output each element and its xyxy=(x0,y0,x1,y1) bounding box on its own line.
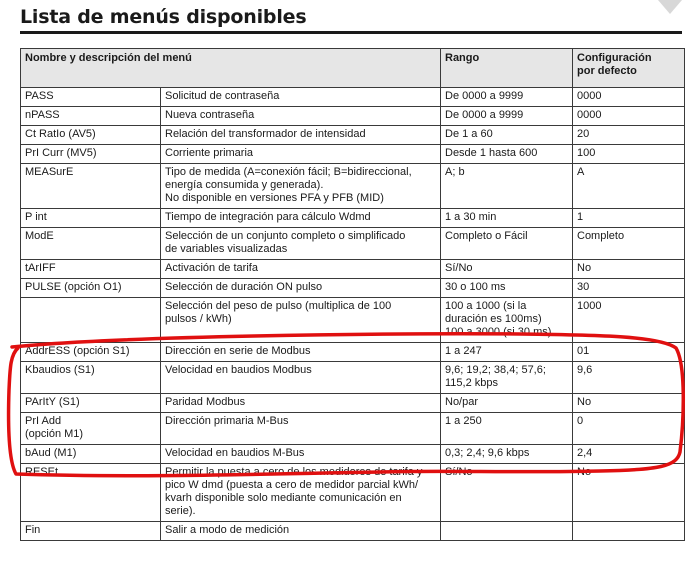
header-range: Rango xyxy=(441,49,573,88)
menu-name-cell: PrI Add (opción M1) xyxy=(21,413,161,445)
menu-name-cell: PULSE (opción O1) xyxy=(21,279,161,298)
range-cell: Completo o Fácil xyxy=(441,228,573,260)
menu-name-cell: nPASS xyxy=(21,107,161,126)
menu-name-cell: PrI Curr (MV5) xyxy=(21,145,161,164)
header-default: Configuración por defecto xyxy=(573,49,685,88)
menu-desc-cell: Solicitud de contraseña xyxy=(161,88,441,107)
range-cell: De 0000 a 9999 xyxy=(441,88,573,107)
range-cell: 0,3; 2,4; 9,6 kbps xyxy=(441,445,573,464)
default-cell xyxy=(573,522,685,541)
menu-desc-cell: Permitir la puesta a cero de los medidores de tarifa y pico W dmd (puesta a cero de medidor parcial kWh/ kvarh disponible solo mediante comunicación en serie). xyxy=(161,464,441,522)
table-row xyxy=(21,298,685,343)
range-cell: 30 o 100 ms xyxy=(441,279,573,298)
menu-name-cell: tArIFF xyxy=(21,260,161,279)
header-menu: Nombre y descripción del menú xyxy=(21,49,441,88)
range-cell: 1 a 250 xyxy=(441,413,573,445)
default-cell: 9,6 xyxy=(573,362,685,394)
menu-name-cell: MEASurE xyxy=(21,164,161,209)
title-underline xyxy=(20,31,682,34)
default-cell: 100 xyxy=(573,145,685,164)
menu-desc-cell: Tipo de medida (A=conexión fácil; B=bidireccional, energía consumida y generada). No disponible en versiones PFA y PFB (MID) xyxy=(161,164,441,209)
table-row xyxy=(21,343,685,362)
menu-name-cell: PASS xyxy=(21,88,161,107)
range-cell: 100 a 1000 (si la duración es 100ms) 100 a 3000 (si 30 ms) xyxy=(441,298,573,343)
table-row xyxy=(21,260,685,279)
table-row xyxy=(21,413,685,445)
default-cell: No xyxy=(573,464,685,522)
menu-table xyxy=(20,48,685,541)
table-row xyxy=(21,209,685,228)
default-cell: 20 xyxy=(573,126,685,145)
table-row xyxy=(21,445,685,464)
table-row xyxy=(21,279,685,298)
menu-desc-cell: Dirección primaria M-Bus xyxy=(161,413,441,445)
range-cell: De 0000 a 9999 xyxy=(441,107,573,126)
menu-name-cell: bAud (M1) xyxy=(21,445,161,464)
range-cell xyxy=(441,522,573,541)
table-row xyxy=(21,107,685,126)
default-cell: 30 xyxy=(573,279,685,298)
default-cell: 1000 xyxy=(573,298,685,343)
menu-name-cell: PArItY (S1) xyxy=(21,394,161,413)
menu-desc-cell: Corriente primaria xyxy=(161,145,441,164)
table-row xyxy=(21,464,685,522)
menu-name-cell: P int xyxy=(21,209,161,228)
menu-desc-cell: Paridad Modbus xyxy=(161,394,441,413)
menu-desc-cell: Velocidad en baudios Modbus xyxy=(161,362,441,394)
menu-desc-cell: Activación de tarifa xyxy=(161,260,441,279)
default-cell: 0 xyxy=(573,413,685,445)
table-row xyxy=(21,228,685,260)
page-corner-marker xyxy=(658,0,682,14)
menu-desc-cell: Selección del peso de pulso (multiplica de 100 pulsos / kWh) xyxy=(161,298,441,343)
range-cell: De 1 a 60 xyxy=(441,126,573,145)
menu-desc-cell: Velocidad en baudios M-Bus xyxy=(161,445,441,464)
table-row xyxy=(21,394,685,413)
menu-desc-cell: Salir a modo de medición xyxy=(161,522,441,541)
menu-name-cell: Ct RatIo (AV5) xyxy=(21,126,161,145)
default-cell: 2,4 xyxy=(573,445,685,464)
range-cell: Sí/No xyxy=(441,464,573,522)
range-cell: 1 a 30 min xyxy=(441,209,573,228)
table-row xyxy=(21,145,685,164)
default-cell: No xyxy=(573,260,685,279)
range-cell: 9,6; 19,2; 38,4; 57,6; 115,2 kbps xyxy=(441,362,573,394)
menu-desc-cell: Tiempo de integración para cálculo Wdmd xyxy=(161,209,441,228)
menu-desc-cell: Selección de un conjunto completo o simplificado de variables visualizadas xyxy=(161,228,441,260)
menu-desc-cell: Relación del transformador de intensidad xyxy=(161,126,441,145)
table-row xyxy=(21,522,685,541)
menu-name-cell: AddrESS (opción S1) xyxy=(21,343,161,362)
table-row xyxy=(21,126,685,145)
default-cell: 1 xyxy=(573,209,685,228)
range-cell: 1 a 247 xyxy=(441,343,573,362)
default-cell: 0000 xyxy=(573,107,685,126)
menu-name-cell: Kbaudios (S1) xyxy=(21,362,161,394)
table-header-row xyxy=(21,49,685,88)
menu-name-cell xyxy=(21,298,161,343)
page-title: Lista de menús disponibles xyxy=(20,6,307,28)
menu-desc-cell: Selección de duración ON pulso xyxy=(161,279,441,298)
table-row xyxy=(21,88,685,107)
range-cell: Sí/No xyxy=(441,260,573,279)
default-cell: 01 xyxy=(573,343,685,362)
range-cell: No/par xyxy=(441,394,573,413)
table-row xyxy=(21,164,685,209)
default-cell: 0000 xyxy=(573,88,685,107)
menu-name-cell: ModE xyxy=(21,228,161,260)
menu-desc-cell: Dirección en serie de Modbus xyxy=(161,343,441,362)
menu-name-cell: Fin xyxy=(21,522,161,541)
default-cell: A xyxy=(573,164,685,209)
default-cell: Completo xyxy=(573,228,685,260)
menu-desc-cell: Nueva contraseña xyxy=(161,107,441,126)
default-cell: No xyxy=(573,394,685,413)
menu-name-cell: RESEt xyxy=(21,464,161,522)
table-row xyxy=(21,362,685,394)
range-cell: Desde 1 hasta 600 xyxy=(441,145,573,164)
range-cell: A; b xyxy=(441,164,573,209)
